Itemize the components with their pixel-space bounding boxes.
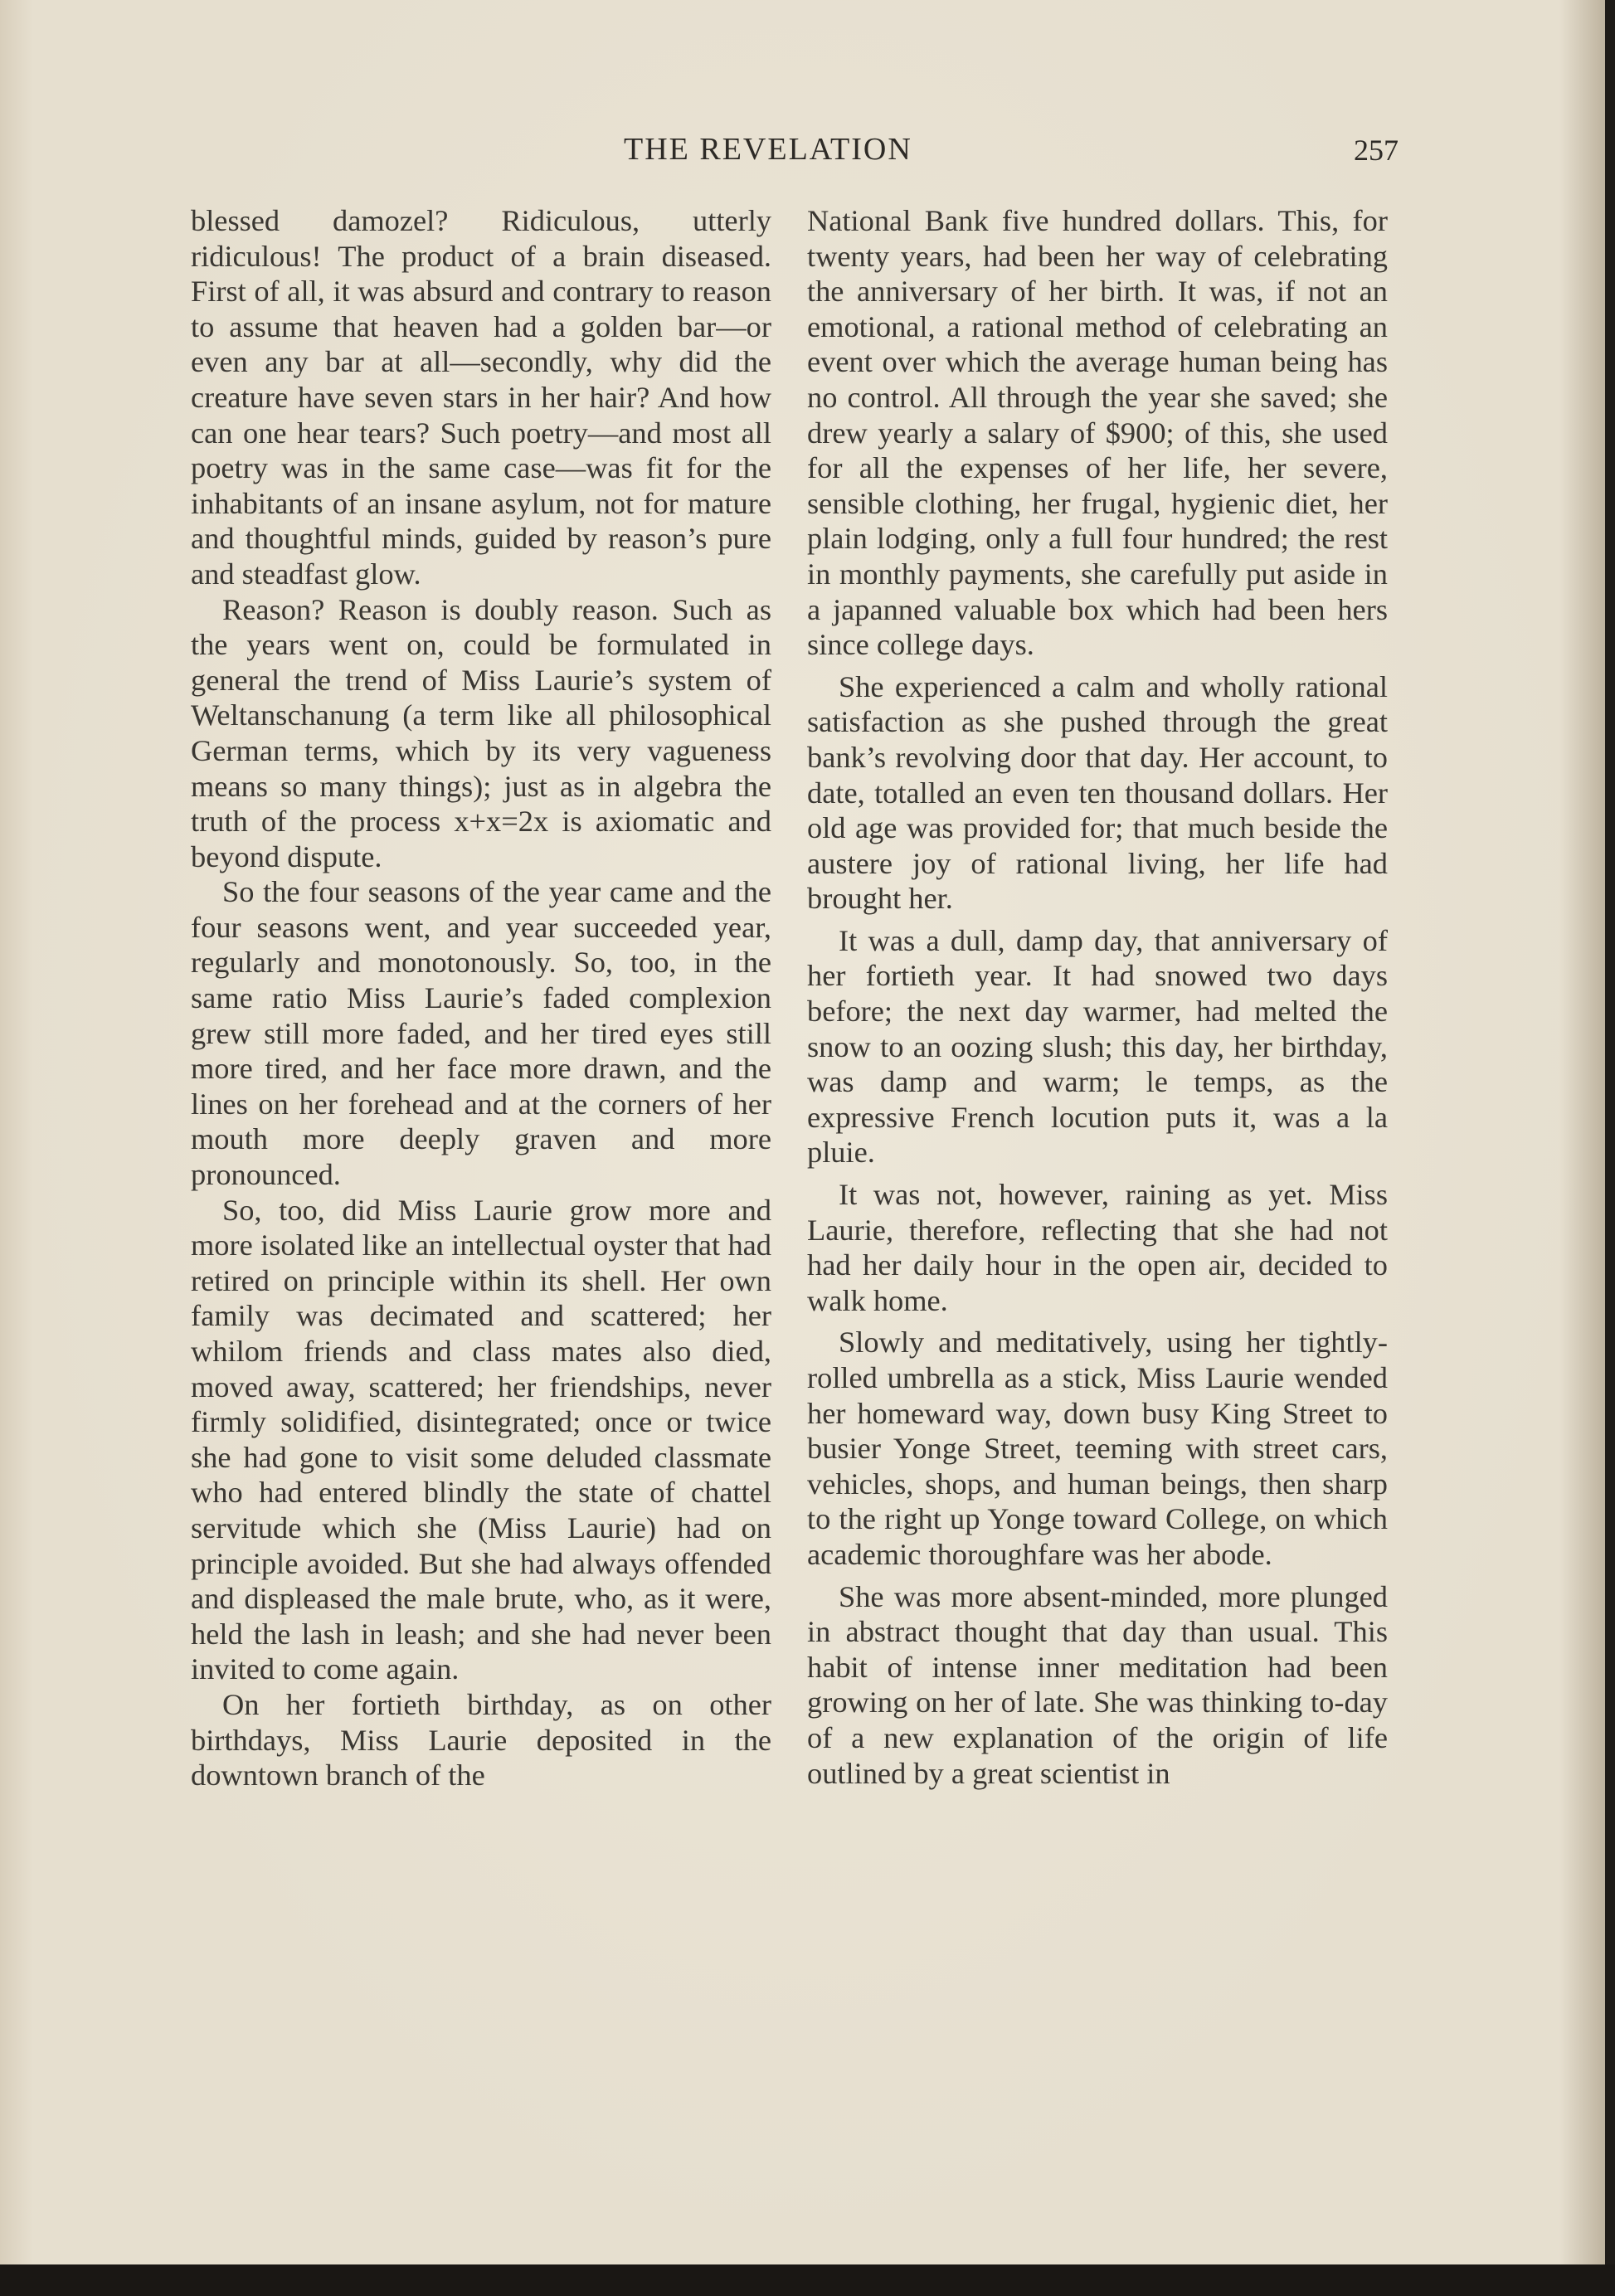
paragraph: It was a dull, damp day, that anniversary of her fortieth year. It had snowed two days before; the next day warmer, had melted the snow to an oozing slush; this day, her birthday, was damp and warm; le temps, as the expressive French locution puts it, was a la pluie. [807, 923, 1388, 1170]
paragraph: On her fortieth birthday, as on other birthdays, Miss Laurie deposited in the downtown branch of the [191, 1687, 771, 1793]
paragraph: blessed damozel? Ridiculous, utterly ridiculous! The product of a brain diseased. First of all, it was absurd and contrary to reason to assume that heaven had a golden bar—or even any bar at all—secondly, why did the creature have seven stars in her hair? And how can one hear tears? Such poetry—and most all poetry was in the same case—was fit for the inhabitants of an insane asylum, not for mature and thoughtful minds, guided by reason’s pure and steadfast glow. [191, 204, 771, 591]
paragraph: National Bank five hundred dollars. This, for twenty years, had been her way of celebrating the anniversary of her birth. It was, if not an emotional, a rational method of celebrating an event over which the average human being has no control. All through the year she saved; she drew yearly a salary of $900; of this, she used for all the expenses of her life, her severe, sensible clothing, her frugal, hygienic diet, her plain lodging, only a full four hundred; the rest in monthly payments, she carefully put aside in a japanned valuable box which had been hers since college days. [807, 204, 1388, 662]
paragraph: So the four seasons of the year came and the four seasons went, and year succeeded year, regularly and monotonously. So, too, in the same ratio Miss Laurie’s faded complexion grew still more faded, and her tired eyes still more tired, and her face more drawn, and the lines on her forehead and at the corners of her mouth more deeply graven and more pronounced. [191, 875, 771, 1192]
running-head [0, 131, 1605, 173]
page-edge-shadow [1605, 0, 1615, 2296]
paragraph: It was not, however, raining as yet. Miss Laurie, therefore, reflecting that she had not had her daily hour in the open air, decided to walk home. [807, 1178, 1388, 1317]
paragraph: She was more absent-minded, more plunged in abstract thought that day than usual. This habit of intense inner meditation had been growing on her of late. She was thinking to-day of a new explanation of the origin of life outlined by a great scientist in [807, 1579, 1388, 1790]
right-column [807, 203, 1388, 1791]
page-bottom-shadow [0, 2264, 1615, 2296]
paragraph: So, too, did Miss Laurie grow more and more isolated like an intellectual oyster that had retired on principle within its shell. Her own family was decimated and scattered; her whilom friends and class mates also died, moved away, scattered; her friendships, never firmly solidified, disintegrated; once or twice she had gone to visit some deluded classmate who had entered blindly the state of chattel servitude which she (Miss Laurie) had on principle avoided. But she had always offended and displeased the male brute, who, as it were, held the lash in leash; and she had never been invited to come again. [191, 1193, 771, 1686]
paragraph: She experienced a calm and wholly rational satisfaction as she pushed through the great bank’s revolving door that day. Her account, to date, totalled an even ten thousand dollars. Her old age was provided for; that much beside the austere joy of rational living, her life had brought her. [807, 669, 1388, 916]
paragraph: Slowly and meditatively, using her tightly-rolled umbrella as a stick, Miss Laurie wended her homeward way, down busy King Street to busier Yonge Street, teeming with street cars, vehicles, shops, and human beings, then sharp to the right up Yonge toward College, on which academic thoroughfare was her abode. [807, 1326, 1388, 1571]
running-title: THE REVELATION [624, 132, 912, 167]
left-column [191, 203, 771, 1793]
page-number: 257 [1354, 134, 1399, 167]
paragraph: Reason? Reason is doubly reason. Such as the years went on, could be formulated in general the trend of Miss Laurie’s system of Weltanschanung (a term like all philosophical German terms, which by its very vagueness means so many things); just as in algebra the truth of the process x+x=2x is axiomatic and beyond dispute. [191, 592, 771, 873]
